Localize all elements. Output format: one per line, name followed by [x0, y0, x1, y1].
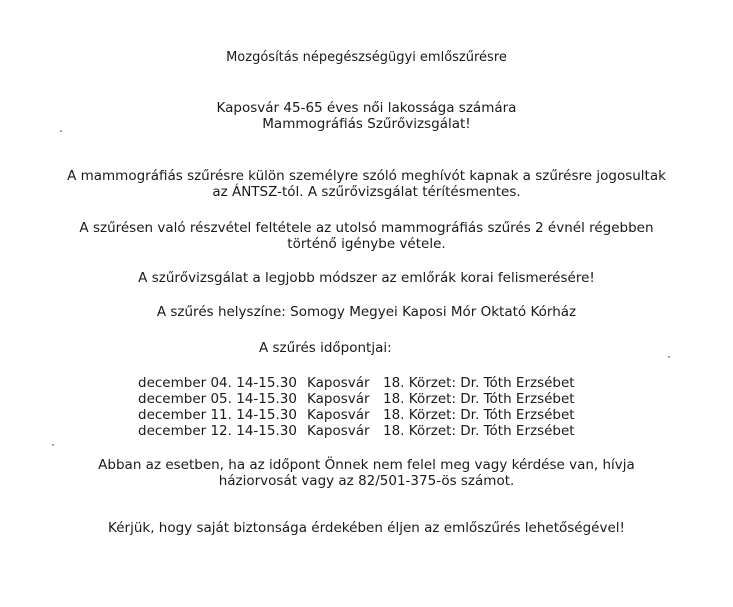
schedule-date: december 11. 14-15.30	[138, 407, 297, 423]
screening-location: A szűrés helyszíne: Somogy Megyei Kaposi Mór Oktató Kórház	[156, 304, 577, 320]
schedule-city: Kaposvár	[307, 407, 370, 423]
schedule-date: december 12. 14-15.30	[138, 423, 297, 439]
invitation-paragraph-line-2: az ÁNTSZ-tól. A szűrővizsgálat térítésmentes.	[212, 184, 521, 200]
subheading-line-2: Mammográfiás Szűrővizsgálat!	[262, 116, 471, 132]
schedule-row	[138, 391, 575, 407]
schedule-date: december 05. 14-15.30	[138, 391, 297, 407]
scan-speck	[60, 130, 62, 132]
eligibility-paragraph-line-1: A szűrésen való részvétel feltétele az utolsó mammográfiás szűrés 2 évnél régebben	[79, 220, 654, 236]
subheading-line-1: Kaposvár 45-65 éves női lakossága számára	[216, 100, 517, 116]
screening-schedule	[138, 375, 575, 439]
schedule-district: 18. Körzet: Dr. Tóth Erzsébet	[383, 391, 575, 407]
schedule-city: Kaposvár	[307, 423, 370, 439]
closing-statement: Kérjük, hogy saját biztonsága érdekében éljen az emlőszűrés lehetőségével!	[108, 520, 625, 536]
early-detection-statement: A szűrővizsgálat a legjobb módszer az emlőrák korai felismerésére!	[138, 270, 595, 286]
invitation-paragraph-line-1: A mammográfiás szűrésre külön személyre szóló meghívót kapnak a szűrésre jogosultak	[67, 168, 666, 184]
schedule-district: 18. Körzet: Dr. Tóth Erzsébet	[383, 407, 575, 423]
schedule-row	[138, 407, 575, 423]
document-heading: Mozgósítás népegészségügyi emlőszűrésre	[226, 50, 507, 65]
schedule-date: december 04. 14-15.30	[138, 375, 297, 391]
schedule-city: Kaposvár	[307, 391, 370, 407]
schedule-city: Kaposvár	[307, 375, 370, 391]
contact-paragraph-line-2: háziorvosát vagy az 82/501-375-ös számot.	[218, 473, 515, 489]
schedule-row	[138, 423, 575, 439]
schedule-row	[138, 375, 575, 391]
scan-speck	[668, 356, 670, 358]
screening-dates-label: A szűrés időpontjai:	[259, 340, 392, 356]
scan-speck	[52, 444, 54, 446]
schedule-district: 18. Körzet: Dr. Tóth Erzsébet	[383, 375, 575, 391]
schedule-district: 18. Körzet: Dr. Tóth Erzsébet	[383, 423, 575, 439]
contact-paragraph-line-1: Abban az esetben, ha az időpont Önnek nem felel meg vagy kérdése van, hívja	[98, 457, 635, 473]
eligibility-paragraph-line-2: történő igénybe vétele.	[287, 236, 446, 252]
